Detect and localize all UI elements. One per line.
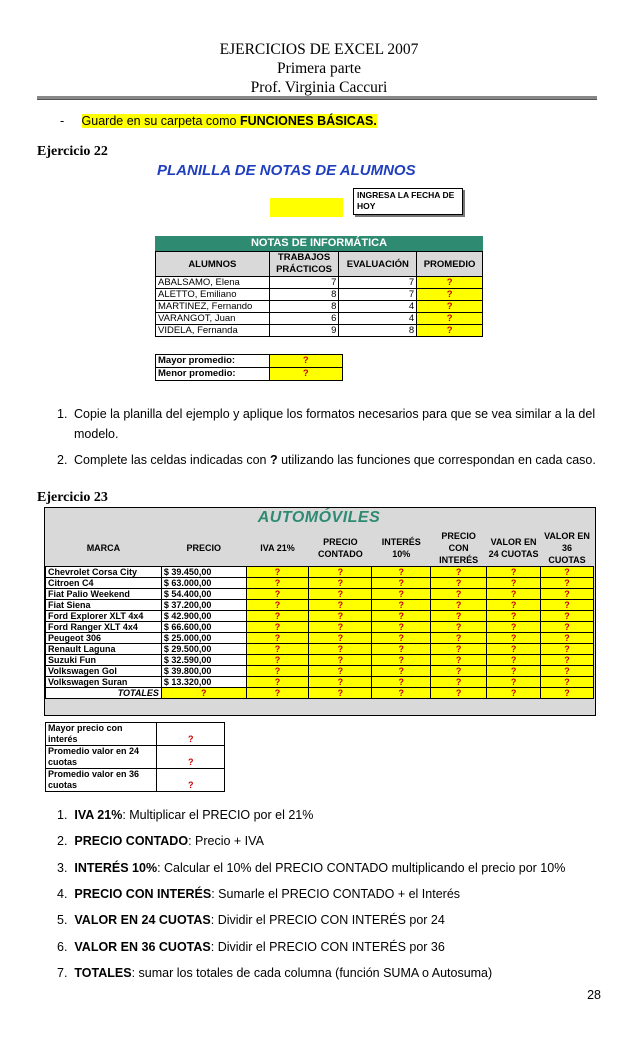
- student-average[interactable]: ?: [417, 325, 483, 337]
- calc-cell[interactable]: ?: [372, 644, 431, 655]
- table-row: [156, 313, 483, 325]
- student-average[interactable]: ?: [417, 301, 483, 313]
- item-bold: VALOR EN 36 CUOTAS: [74, 940, 211, 954]
- table-row: [156, 355, 343, 368]
- table-row: [46, 622, 594, 633]
- list-item: [57, 450, 605, 470]
- student-tp: 9: [269, 325, 339, 337]
- student-eval: 7: [339, 289, 417, 301]
- calc-cell[interactable]: ?: [431, 644, 487, 655]
- list-item: [57, 808, 313, 822]
- calc-cell[interactable]: ?: [309, 589, 372, 600]
- calc-cell[interactable]: ?: [487, 622, 541, 633]
- student-average[interactable]: ?: [417, 313, 483, 325]
- calc-cell[interactable]: ?: [246, 589, 309, 600]
- calc-cell[interactable]: ?: [431, 567, 487, 578]
- student-name: MARTINEZ, Fernando: [156, 301, 270, 313]
- col-header-interes: INTERÉS 10%: [372, 530, 431, 567]
- calc-cell[interactable]: ?: [431, 655, 487, 666]
- item-number: 2.: [57, 834, 68, 848]
- list-item: [57, 966, 492, 980]
- calc-cell[interactable]: ?: [541, 666, 594, 677]
- calc-cell[interactable]: ?: [487, 611, 541, 622]
- car-price: $ 37.200,00: [161, 600, 246, 611]
- date-label-box: INGRESA LA FECHA DE HOY: [353, 188, 463, 215]
- max-average-value[interactable]: ?: [269, 355, 342, 368]
- item-number: 4.: [57, 887, 68, 901]
- student-tp: 6: [269, 313, 339, 325]
- item-bold: PRECIO CONTADO: [74, 834, 189, 848]
- list-item: [57, 861, 565, 875]
- item-bold: ?: [269, 453, 278, 467]
- list-item: [57, 404, 605, 444]
- table-row: [156, 289, 483, 301]
- total-cell[interactable]: ?: [372, 688, 431, 699]
- car-brand: Volkswagen Suran: [46, 677, 162, 688]
- calc-cell[interactable]: ?: [431, 578, 487, 589]
- table-row: [46, 666, 594, 677]
- calc-cell[interactable]: ?: [246, 622, 309, 633]
- item-number: 3.: [57, 861, 68, 875]
- calc-cell[interactable]: ?: [246, 633, 309, 644]
- autos-table-body: [46, 567, 594, 688]
- table-row: [46, 723, 225, 746]
- calc-cell[interactable]: ?: [246, 644, 309, 655]
- calc-cell[interactable]: ?: [309, 666, 372, 677]
- calc-cell[interactable]: ?: [309, 633, 372, 644]
- table-row: [46, 578, 594, 589]
- col-header-24-cuotas: VALOR EN 24 CUOTAS: [487, 530, 541, 567]
- table-row: [46, 633, 594, 644]
- car-price: $ 25.000,00: [161, 633, 246, 644]
- calc-cell[interactable]: ?: [541, 567, 594, 578]
- student-name: ALETTO, Emiliano: [156, 289, 270, 301]
- item-text: : Calcular el 10% del PRECIO CONTADO multiplicando el precio por 10%: [157, 861, 566, 875]
- header-subtitle: Primera parte: [277, 60, 361, 77]
- student-name: VIDELA, Fernanda: [156, 325, 270, 337]
- calc-cell[interactable]: ?: [431, 666, 487, 677]
- total-cell[interactable]: ?: [309, 688, 372, 699]
- calc-cell[interactable]: ?: [541, 622, 594, 633]
- header-title: EJERCICIOS DE EXCEL 2007: [219, 41, 419, 58]
- calc-cell[interactable]: ?: [309, 600, 372, 611]
- header-divider: [37, 96, 597, 100]
- exercise-22-label: Ejercicio 22: [37, 144, 108, 159]
- item-text: : Precio + IVA: [188, 834, 264, 848]
- item-text-end: utilizando las funciones que correspondan en cada caso.: [277, 453, 596, 467]
- table-row: [46, 769, 225, 792]
- student-average[interactable]: ?: [417, 277, 483, 289]
- col-header-promedio: PROMEDIO: [417, 252, 483, 277]
- item-text: : Dividir el PRECIO CON INTERÉS por 24: [210, 913, 445, 927]
- min-max-table: [155, 354, 343, 381]
- calc-cell[interactable]: ?: [541, 633, 594, 644]
- grades-table-header: [156, 252, 483, 277]
- calc-cell[interactable]: ?: [372, 622, 431, 633]
- item-number: 7.: [57, 966, 68, 980]
- car-brand: Fiat Siena: [46, 600, 162, 611]
- item-number: 5.: [57, 913, 68, 927]
- total-cell[interactable]: ?: [541, 688, 594, 699]
- grades-table-title: NOTAS DE INFORMÁTICA: [155, 236, 483, 251]
- table-row: [46, 655, 594, 666]
- car-brand: Chevrolet Corsa City: [46, 567, 162, 578]
- calc-cell[interactable]: ?: [372, 589, 431, 600]
- table-row: [156, 301, 483, 313]
- table-row: [46, 611, 594, 622]
- calc-cell[interactable]: ?: [487, 655, 541, 666]
- calc-cell[interactable]: ?: [431, 589, 487, 600]
- item-text: Copie la planilla del ejemplo y aplique los formatos necesarios para que se vea similar a la del modelo.: [74, 407, 596, 441]
- page-number: 28: [587, 988, 601, 1002]
- list-item: [57, 913, 445, 927]
- car-brand: Suzuki Fun: [46, 655, 162, 666]
- item-text: : sumar los totales de cada columna (función SUMA o Autosuma): [131, 966, 493, 980]
- total-cell[interactable]: ?: [246, 688, 309, 699]
- calc-cell[interactable]: ?: [372, 600, 431, 611]
- summary-label: Promedio valor en 36 cuotas: [46, 769, 157, 792]
- min-average-value[interactable]: ?: [269, 368, 342, 381]
- page-header: [0, 40, 638, 97]
- total-cell[interactable]: ?: [161, 688, 246, 699]
- calc-cell[interactable]: ?: [431, 633, 487, 644]
- save-instruction-text: Guarde en su carpeta como: [81, 114, 240, 128]
- calc-cell[interactable]: ?: [246, 666, 309, 677]
- col-header-precio-interes: PRECIO CON INTERÉS: [431, 530, 487, 567]
- col-header-precio-contado: PRECIO CONTADO: [309, 530, 372, 567]
- summary-label: Promedio valor en 24 cuotas: [46, 746, 157, 769]
- header-author: Prof. Virginia Caccuri: [250, 79, 388, 96]
- calc-cell[interactable]: ?: [541, 589, 594, 600]
- autos-summary-table: [45, 722, 225, 792]
- item-text: : Multiplicar el PRECIO por el 21%: [122, 808, 314, 822]
- student-average[interactable]: ?: [417, 289, 483, 301]
- student-tp: 8: [269, 289, 339, 301]
- calc-cell[interactable]: ?: [309, 677, 372, 688]
- car-brand: Peugeot 306: [46, 633, 162, 644]
- calc-cell[interactable]: ?: [372, 666, 431, 677]
- car-price: $ 39.800,00: [161, 666, 246, 677]
- calc-cell[interactable]: ?: [487, 666, 541, 677]
- list-item: [57, 834, 264, 848]
- dash-bullet: -: [60, 114, 65, 128]
- calc-cell[interactable]: ?: [246, 677, 309, 688]
- car-price: $ 39.450,00: [161, 567, 246, 578]
- calc-cell[interactable]: ?: [487, 578, 541, 589]
- calc-cell[interactable]: ?: [372, 578, 431, 589]
- table-row: [46, 644, 594, 655]
- table-row: [46, 567, 594, 578]
- col-header-iva: IVA 21%: [246, 530, 309, 567]
- calc-cell[interactable]: ?: [487, 644, 541, 655]
- item-number: 2.: [57, 453, 68, 467]
- student-eval: 8: [339, 325, 417, 337]
- student-name: ABALSAMO, Elena: [156, 277, 270, 289]
- calc-cell[interactable]: ?: [541, 655, 594, 666]
- car-brand: Citroen C4: [46, 578, 162, 589]
- item-number: 1.: [57, 808, 68, 822]
- total-cell[interactable]: ?: [487, 688, 541, 699]
- autos-table: [45, 530, 594, 699]
- student-eval: 7: [339, 277, 417, 289]
- summary-label: Mayor precio con interés: [46, 723, 157, 746]
- car-price: $ 54.400,00: [161, 589, 246, 600]
- calc-cell[interactable]: ?: [372, 633, 431, 644]
- calc-cell[interactable]: ?: [487, 677, 541, 688]
- col-header-precio: PRECIO: [161, 530, 246, 567]
- table-row: [156, 277, 483, 289]
- item-bold: IVA 21%: [74, 808, 123, 822]
- grades-table: [155, 251, 483, 337]
- calc-cell[interactable]: ?: [309, 655, 372, 666]
- item-text: Complete las celdas indicadas con: [74, 453, 270, 467]
- calc-cell[interactable]: ?: [487, 633, 541, 644]
- item-number: 1.: [57, 407, 68, 421]
- item-bold: TOTALES: [74, 966, 132, 980]
- car-price: $ 29.500,00: [161, 644, 246, 655]
- item-bold: PRECIO CON INTERÉS: [74, 887, 212, 901]
- calc-cell[interactable]: ?: [487, 567, 541, 578]
- table-row: [156, 325, 483, 337]
- list-item: [57, 887, 460, 901]
- calc-cell[interactable]: ?: [309, 644, 372, 655]
- col-header-36-cuotas: VALOR EN 36 CUOTAS: [541, 530, 594, 567]
- calc-cell[interactable]: ?: [372, 611, 431, 622]
- item-bold: VALOR EN 24 CUOTAS: [74, 913, 211, 927]
- calc-cell[interactable]: ?: [246, 600, 309, 611]
- calc-cell[interactable]: ?: [309, 622, 372, 633]
- calc-cell[interactable]: ?: [487, 600, 541, 611]
- car-price: $ 66.600,00: [161, 622, 246, 633]
- save-instruction: [60, 114, 377, 128]
- calc-cell[interactable]: ?: [431, 622, 487, 633]
- totals-label: TOTALES: [46, 688, 162, 699]
- calc-cell[interactable]: ?: [541, 677, 594, 688]
- summary-value[interactable]: ?: [157, 723, 225, 746]
- calc-cell[interactable]: ?: [246, 655, 309, 666]
- calc-cell[interactable]: ?: [309, 611, 372, 622]
- calc-cell[interactable]: ?: [372, 677, 431, 688]
- summary-value[interactable]: ?: [157, 746, 225, 769]
- col-header-alumnos: ALUMNOS: [156, 252, 270, 277]
- item-bold: INTERÉS 10%: [74, 861, 158, 875]
- col-header-evaluacion: EVALUACIÓN: [339, 252, 417, 277]
- car-brand: Fiat Palio Weekend: [46, 589, 162, 600]
- calc-cell[interactable]: ?: [541, 611, 594, 622]
- calc-cell[interactable]: ?: [541, 578, 594, 589]
- calc-cell[interactable]: ?: [431, 677, 487, 688]
- item-number: 6.: [57, 940, 68, 954]
- list-item: [57, 940, 445, 954]
- col-header-trabajos: TRABAJOS PRÁCTICOS: [269, 252, 339, 277]
- table-row: [46, 677, 594, 688]
- calc-cell[interactable]: ?: [431, 600, 487, 611]
- student-tp: 8: [269, 301, 339, 313]
- table-row: [46, 746, 225, 769]
- calc-cell[interactable]: ?: [541, 600, 594, 611]
- calc-cell[interactable]: ?: [246, 578, 309, 589]
- summary-value[interactable]: ?: [157, 769, 225, 792]
- calc-cell[interactable]: ?: [246, 567, 309, 578]
- student-eval: 4: [339, 313, 417, 325]
- calc-cell[interactable]: ?: [372, 655, 431, 666]
- calc-cell[interactable]: ?: [372, 567, 431, 578]
- car-brand: Ford Ranger XLT 4x4: [46, 622, 162, 633]
- exercise-22-title: PLANILLA DE NOTAS DE ALUMNOS: [157, 162, 416, 179]
- car-brand: Volkswagen Gol: [46, 666, 162, 677]
- table-row: [156, 368, 343, 381]
- table-row: [46, 589, 594, 600]
- student-eval: 4: [339, 301, 417, 313]
- calc-cell[interactable]: ?: [309, 567, 372, 578]
- calc-cell[interactable]: ?: [246, 611, 309, 622]
- totals-row: [46, 688, 594, 699]
- car-brand: Ford Explorer XLT 4x4: [46, 611, 162, 622]
- total-cell[interactable]: ?: [431, 688, 487, 699]
- student-name: VARANGOT, Juan: [156, 313, 270, 325]
- student-tp: 7: [269, 277, 339, 289]
- car-price: $ 32.590,00: [161, 655, 246, 666]
- date-input-cell[interactable]: [270, 198, 343, 217]
- table-row: [46, 600, 594, 611]
- calc-cell[interactable]: ?: [309, 578, 372, 589]
- max-average-label: Mayor promedio:: [156, 355, 270, 368]
- calc-cell[interactable]: ?: [487, 589, 541, 600]
- calc-cell[interactable]: ?: [431, 611, 487, 622]
- car-price: $ 63.000,00: [161, 578, 246, 589]
- min-average-label: Menor promedio:: [156, 368, 270, 381]
- autos-table-title: AUTOMÓVILES: [257, 509, 381, 526]
- autos-table-header: [46, 530, 594, 567]
- car-price: $ 13.320,00: [161, 677, 246, 688]
- calc-cell[interactable]: ?: [541, 644, 594, 655]
- col-header-marca: MARCA: [46, 530, 162, 567]
- car-price: $ 42.900,00: [161, 611, 246, 622]
- item-text: : Sumarle el PRECIO CONTADO + el Interés: [211, 887, 461, 901]
- car-brand: Renault Laguna: [46, 644, 162, 655]
- exercise-23-label: Ejercicio 23: [37, 490, 108, 505]
- item-text: : Dividir el PRECIO CON INTERÉS por 36: [210, 940, 445, 954]
- save-instruction-folder: FUNCIONES BÁSICAS.: [239, 114, 377, 128]
- exercise-22-instructions: [57, 404, 605, 476]
